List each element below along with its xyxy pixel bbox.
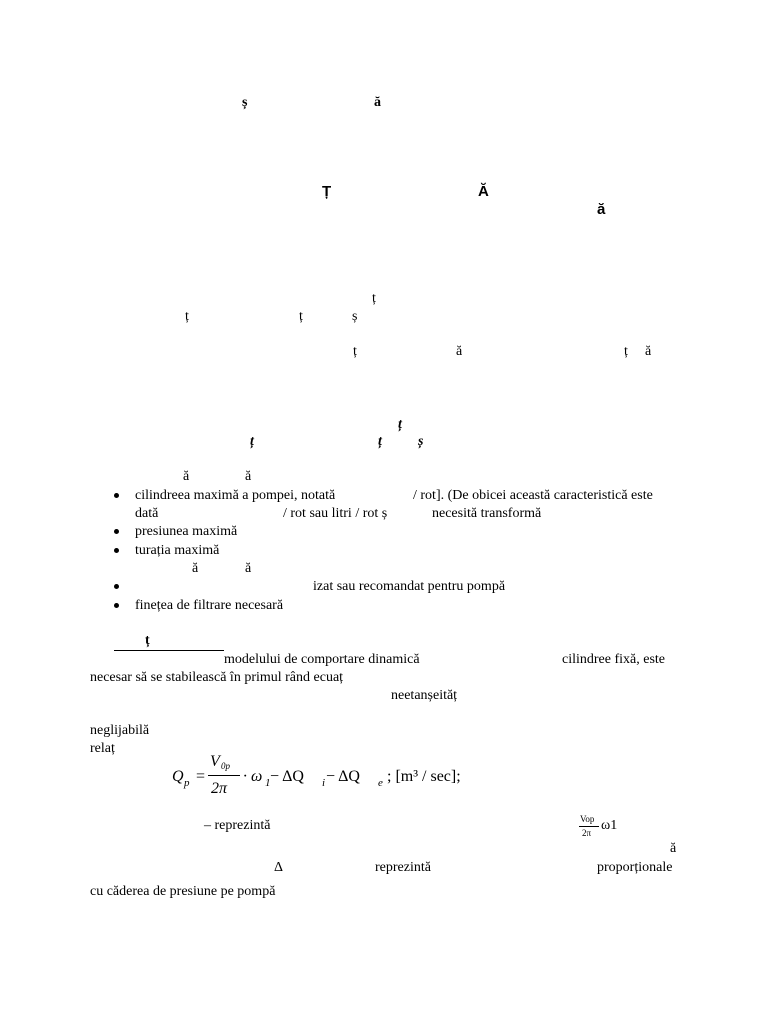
- list-item-text: presiunea maximă: [135, 524, 238, 539]
- diacritic: ă: [183, 469, 190, 484]
- diacritic: ț: [299, 309, 303, 324]
- diacritic: ă: [670, 841, 677, 856]
- diacritic: ț: [353, 344, 357, 359]
- diacritic: ț: [250, 434, 254, 449]
- paragraph-text: relaț: [90, 741, 115, 756]
- inline-fraction-den: 2π: [582, 828, 592, 838]
- heading-diacritic: ț: [145, 633, 150, 648]
- list-item-text: cilindreea maximă a pompei, notată: [135, 488, 336, 503]
- list-item-text: izat sau recomandat pentru pompă: [313, 579, 506, 594]
- diacritic: ț: [372, 291, 376, 306]
- formula-denominator: 2π: [211, 780, 228, 797]
- list-item-text: dată: [135, 506, 159, 521]
- paragraph-text: – reprezintă: [204, 818, 271, 833]
- title-diacritic: Ă: [478, 183, 489, 200]
- formula-lhs-sub: p: [184, 777, 190, 789]
- paragraph-text: neglijabilă: [90, 723, 150, 738]
- fraction-bar: [208, 775, 240, 776]
- bullet-marker: [114, 493, 119, 498]
- formula-term: − ΔQ: [326, 768, 360, 785]
- diacritic: ț: [185, 309, 189, 324]
- formula-term: − ΔQ: [270, 768, 304, 785]
- delta-symbol: Δ: [274, 860, 284, 875]
- diacritic: ț: [378, 434, 382, 449]
- diacritic: ă: [456, 344, 463, 359]
- diacritic: ț: [624, 344, 628, 359]
- formula-numerator-sub: 0p: [221, 761, 230, 771]
- diacritic: ă: [192, 561, 199, 576]
- formula-omega: · ω: [243, 768, 263, 785]
- diacritic: ă: [245, 469, 252, 484]
- paragraph-text: cu căderea de presiune pe pompă: [90, 884, 276, 899]
- diacritic: ț: [398, 417, 402, 432]
- bullet-marker: [114, 584, 119, 589]
- paragraph-text: modelului de comportare dinamică: [224, 652, 420, 667]
- bullet-marker: [114, 603, 119, 608]
- diacritic: ă: [645, 344, 652, 359]
- diacritic: ș: [418, 434, 424, 449]
- formula-lhs: Q: [172, 768, 184, 785]
- list-item-text: turația maximă: [135, 543, 220, 558]
- title-diacritic: ă: [597, 201, 606, 218]
- inline-omega: ω1: [601, 818, 618, 833]
- diacritic: ă: [245, 561, 252, 576]
- paragraph-text: necesar să se stabilească în primul rând ecuaț: [90, 670, 344, 685]
- paragraph-text: proporționale: [597, 860, 673, 875]
- bullet-marker: [114, 529, 119, 534]
- heading-underline: [114, 650, 224, 651]
- formula-term-sub: i: [322, 777, 326, 789]
- formula-term-sub: e: [378, 777, 383, 789]
- diacritic: ș: [242, 95, 248, 110]
- paragraph-text: reprezintă: [375, 860, 431, 875]
- list-item-text: necesită transformă: [432, 506, 542, 521]
- diacritic: ș: [352, 309, 358, 324]
- list-item-text: / rot]. (De obicei această caracteristică este: [413, 488, 653, 503]
- formula-omega-sub: 1: [265, 777, 271, 789]
- formula-equals: =: [196, 768, 206, 785]
- bullet-marker: [114, 548, 119, 553]
- paragraph-text: neetanșeităț: [391, 688, 458, 703]
- list-item-text: / rot sau litri / rot ș: [283, 506, 388, 521]
- formula-unit: ; [m³ / sec];: [387, 768, 461, 785]
- paragraph-text: cilindree fixă, este: [562, 652, 666, 667]
- title-diacritic: Ț: [322, 183, 332, 200]
- list-item-text: finețea de filtrare necesară: [135, 598, 284, 613]
- formula-numerator: V: [210, 753, 220, 770]
- inline-fraction-num: Vop: [580, 814, 595, 824]
- inline-fraction-bar: [579, 826, 599, 827]
- diacritic: ă: [374, 95, 381, 110]
